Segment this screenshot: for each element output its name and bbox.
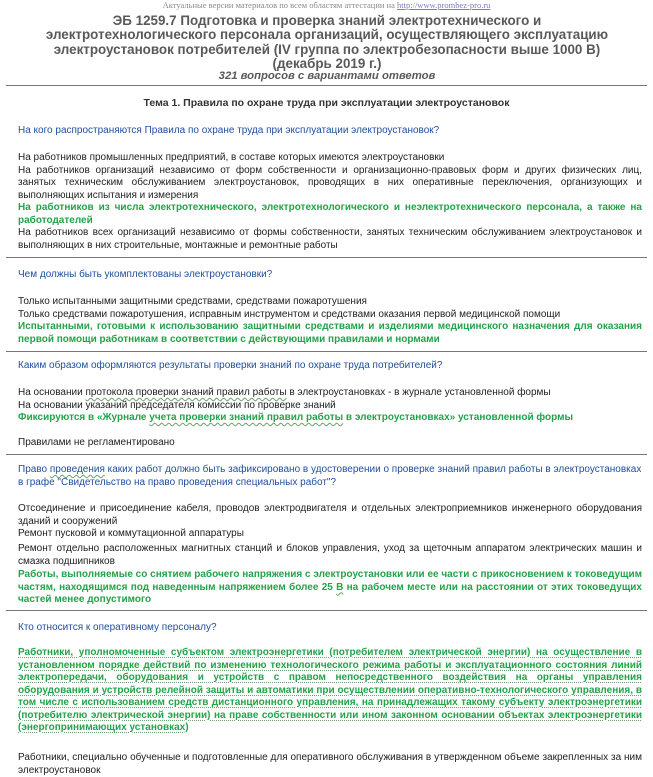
question-text: Право — [18, 464, 50, 475]
question-5: Кто относится к оперативному персоналу? — [18, 622, 217, 633]
answer-text: В — [336, 581, 344, 593]
correct-answer — [18, 647, 642, 735]
divider — [6, 454, 647, 455]
answer-option: На работников всех организаций независимо от формы собственности, занятых техническим обслуживанием электроустановок и выполняющих в них строительные, монтажные и ремонтные работы — [18, 227, 642, 251]
question-2: Чем должны быть укомплектованы электроустановки? — [18, 269, 273, 280]
answer-option: Отсоединение и присоединение кабеля, проводов электродвигателя и отдельных электроприемников инженерного оборудования зданий и сооружений — [18, 503, 642, 527]
correct-answer: На работников из числа электротехнического, электротехнологического и неэлектротехнического персонала, а также на работодателей — [18, 202, 642, 226]
top-note — [0, 0, 653, 11]
answer-text: в электроустановках» установленной формы — [343, 412, 574, 423]
title-line: (декабрь 2019 г.) — [272, 55, 382, 71]
answer-text: Работы, выполняемые со снятием рабочего напряжения с электроустановки или ее части с прикосновением к токоведущим частям, находящимся под наведенным напряжением более 25 — [18, 569, 642, 593]
document-title — [22, 14, 632, 71]
answer-text: в электроустановках - в журнале установленной формы — [286, 387, 551, 398]
document-subtitle: 321 вопросов с вариантами ответов — [218, 70, 436, 82]
answer-text: учета проверки знаний правил работы — [149, 412, 344, 423]
title-line: ЭБ 1259.7 Подготовка и проверка знаний электротехнического и — [112, 13, 542, 28]
divider — [6, 351, 647, 352]
answer-text: Работники, уполномоченные субъектом электроэнергетики (потребителем электрической энергии) на осуществление в установленном порядке действий по изменению технологического режима работы и эксплуатационного состояния линий электропередачи, оборудования и устройств с правом непосредственного воздействия на органы управления оборудования и устройств релейной защиты и автоматики при осуществлении оперативно-технологического управления, в том числе с использованием средств дистанционного управления, на принадлежащих такому субъекту электроэнергетики (потребителю электрической энергии) на праве собственности или ином законном основании объектах электроэнергетики (энергопринимающих установках) — [18, 647, 642, 733]
correct-answer: Испытанными, готовыми к использованию защитными средствами и изделиями медицинского назначения для оказания первой помощи работникам в соответствии с действующими правилами и нормами — [18, 321, 642, 345]
answer-option: На работников промышленных предприятий, в составе которых имеются электроустановки — [18, 152, 445, 163]
answer-option: На основании указаний председателя комиссии по проверке знаний — [18, 399, 336, 411]
correct-answer — [18, 569, 642, 607]
answer-option: Ремонт пусковой и коммутационной аппаратуры — [18, 528, 244, 539]
question-1: На кого распространяются Правила по охране труда при эксплуатации электроустановок? — [18, 125, 440, 136]
answer-option: Только средствами пожаротушения, исправным инструментом и средствами оказания первой медицинской помощи — [18, 308, 561, 320]
answer-option: На работников организаций независимо от форм собственности и организационно-правовых форм и других физических лиц, занятых техническим обслуживанием электроустановок, проводящих в них оперативные переключения, организующих и выполняющих испытания и измерения — [18, 164, 642, 201]
divider — [6, 257, 647, 258]
answer-option: Работники, специально обученные и подготовленные для оперативного обслуживания в утвержденном объеме закрепленных за ним электроустановок — [18, 752, 642, 776]
answer-text: на рабочем месте или на расстоянии от этих токоведущих частей менее допустимого — [18, 581, 642, 605]
top-note-text: Актуальные версии материалов по всем областям аттестации на — [162, 0, 397, 10]
question-4 — [18, 464, 642, 489]
answer-text: На основании — [18, 387, 86, 398]
answer-option — [18, 387, 642, 400]
title-line: электроустановок потребителей (IV группа по электробезопасности выше 1000 В) — [53, 41, 601, 57]
divider — [6, 610, 647, 611]
question-text: проведения — [49, 464, 105, 475]
correct-answer — [18, 412, 642, 425]
answer-option: Только испытанными защитными средствами, средствами пожаротушения — [18, 296, 367, 307]
answer-text: Фиксируются в «Журнале — [18, 412, 150, 423]
title-line: электротехнологического персонала организаций, осуществляющего эксплуатацию — [45, 27, 609, 43]
answer-option: Правилами не регламентировано — [18, 437, 175, 448]
answer-option: Ремонт отдельно расположенных магнитных станций и блоков управления, уход за щеточным аппаратом электрических машин и смазка подшипников — [18, 543, 642, 567]
question-3: Каким образом оформляются результаты проверки знаний по охране труда потребителей? — [18, 360, 443, 371]
theme-heading: Тема 1. Правила по охране труда при эксплуатации электроустановок — [143, 97, 510, 109]
site-link[interactable]: http://www.prombez-pro.ru — [397, 0, 491, 10]
question-text: каких работ должно быть зафиксировано в удостоверении о проверке знаний правил работы в электроустановках в графе "Свидетельство на право проведения специальных работ"? — [18, 464, 642, 488]
divider — [6, 85, 647, 86]
answer-text: протокола проверки знаний правил работы — [85, 387, 287, 398]
